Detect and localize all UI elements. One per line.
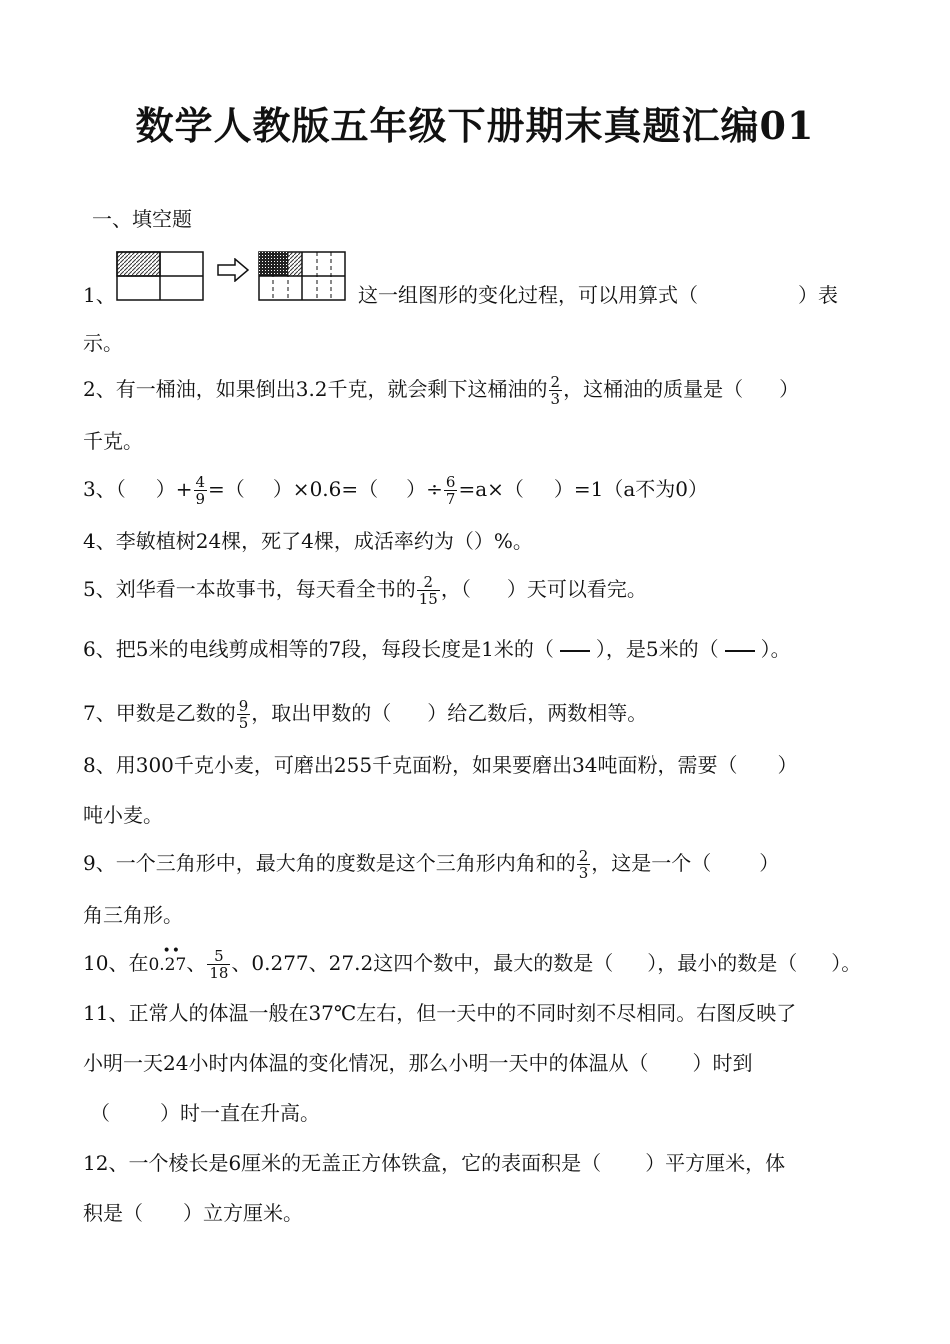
q1-number: 1、 (83, 283, 116, 307)
question-6: 6、把5米的电线剪成相等的7段，每段长度是1米的（ ），是5米的（ ）。 (83, 637, 791, 661)
question-4: 4、李敏植树24棵，死了4棵，成活率约为（）%。 (83, 529, 533, 553)
question-11-cont2: （ ）时一直在升高。 (90, 1101, 320, 1125)
question-8-cont: 吨小麦。 (83, 803, 163, 827)
question-5: 5、刘华看一本故事书，每天看全书的 $\frac{2}{15}$ ，（ ）天可以看完。 (83, 573, 647, 608)
figure-rect-after (258, 251, 346, 301)
question-9-cont: 角三角形。 (83, 903, 183, 927)
question-12-cont: 积是（ ）立方厘米。 (83, 1201, 303, 1225)
question-11-cont: 小明一天24小时内体温的变化情况，那么小明一天中的体温从（ ）时到 (83, 1051, 753, 1075)
arrow-icon (217, 258, 249, 282)
question-1-text: 这一组图形的变化过程，可以用算式（ ）表 (358, 283, 838, 307)
question-11: 11、正常人的体温一般在37℃左右，但一天中的不同时刻不尽相同。右图反映了 (83, 1001, 797, 1025)
fraction: $\frac{2}{3}$ (550, 373, 561, 408)
question-7: 7、甲数是乙数的 $\frac{9}{5}$ ，取出甲数的（ ）给乙数后，两数相等。 (83, 697, 648, 732)
question-1 (83, 280, 116, 310)
question-3: 3、（ ）+ $\frac{4}{9}$ =（ ）×0.6=（ ）÷ $\frac{6}{7}$ =a×（ ）=1（a不为0） (83, 473, 709, 508)
question-10: 10、在0.27 •• 、 $\frac{5}{18}$ 、0.277、27.2这四个数中，最大的数是（ ），最小的数是（ ）。 (83, 943, 862, 982)
question-9: 9、一个三角形中，最大角的度数是这个三角形内角和的 $\frac{2}{3}$ ，这是一个（ ） (83, 847, 780, 882)
question-8: 8、用300千克小麦，可磨出255千克面粉，如果要磨出34吨面粉，需要（ ） (83, 753, 798, 777)
figure-rect-before (116, 251, 204, 301)
question-1-cont: 示。 (83, 331, 123, 355)
page-title: 数学人教版五年级下册期末真题汇编01 (135, 103, 815, 148)
question-2-cont: 千克。 (83, 429, 143, 453)
question-12: 12、一个棱长是6厘米的无盖正方体铁盒，它的表面积是（ ）平方厘米，体 (83, 1151, 786, 1175)
repeating-decimal: 0.27 •• (148, 943, 187, 975)
section-heading: 一、填空题 (92, 207, 192, 231)
question-2: 2、有一桶油，如果倒出3.2千克，就会剩下这桶油的 $\frac{2}{3}$ ，这桶油的质量是（ ） (83, 373, 800, 408)
